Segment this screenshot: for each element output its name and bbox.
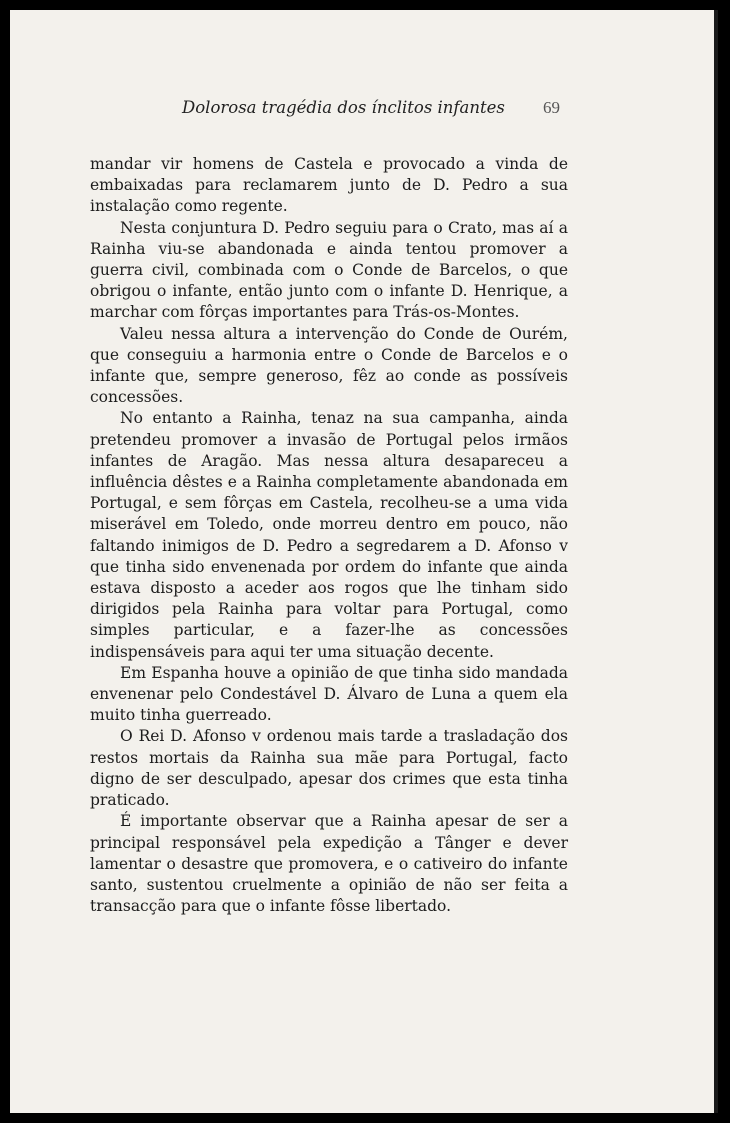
body-text [90, 154, 568, 917]
page-edge-shadow [714, 10, 718, 1113]
paragraph-7: É importante observar que a Rainha apesar de ser a principal responsável pela expedição a Tânger e dever lamentar o desastre que promovera, e o cativeiro do infante santo, sustentou cruelmente a opinião de não ser feita a transacção para que o infante fôsse libertado. [90, 812, 568, 916]
paragraph-2: Nesta conjuntura D. Pedro seguiu para o Crato, mas aí a Rainha viu-se abandonada e ainda tentou promover a guerra civil, combinada com o Conde de Barcelos, o que obrigou o infante, então junto com o infante D. Henrique, a marchar com fôrças importantes para Trás-os-Montes. [90, 218, 568, 322]
paragraph-5: Em Espanha houve a opinião de que tinha sido mandada envenenar pelo Condestável D. Álvaro de Luna a quem ela muito tinha guerreado. [90, 663, 568, 725]
paragraph-6: O Rei D. Afonso v ordenou mais tarde a trasladação dos restos mortais da Rainha sua mãe para Portugal, facto digno de ser desculpado, apesar dos crimes que esta tinha praticado. [90, 727, 568, 810]
paragraph-1: mandar vir homens de Castela e provocado a vinda de embaixadas para reclamarem junto de D. Pedro a sua instalação como regente. [90, 155, 568, 216]
page-header [10, 98, 718, 122]
book-page [10, 10, 718, 1113]
paragraph-4: No entanto a Rainha, tenaz na sua campanha, ainda pretendeu promover a invasão de Portugal pelos irmãos infantes de Aragão. Mas nessa altura desapareceu a influência dêstes e a Rainha completamente abandonada em Portugal, e sem fôrças em Castela, recolheu-se a uma vida miserável em Toledo, onde morreu dentro em pouco, não faltando inimigos de D. Pedro a segredarem a D. Afonso v que tinha sido envenenada por ordem do infante que ainda estava disposto a aceder aos rogos que lhe tinham sido dirigidos pela Rainha para voltar para Portugal, como simples particular, e a fazer-lhe as concessões indispensáveis para aqui ter uma situação decente. [90, 409, 568, 661]
running-title: Dolorosa tragédia dos ínclitos infantes [182, 98, 505, 117]
paragraph-3: Valeu nessa altura a intervenção do Conde de Ourém, que conseguiu a harmonia entre o Conde de Barcelos e o infante que, sempre generoso, fêz ao conde as possíveis concessões. [90, 324, 568, 407]
page-number: 69 [543, 98, 560, 117]
